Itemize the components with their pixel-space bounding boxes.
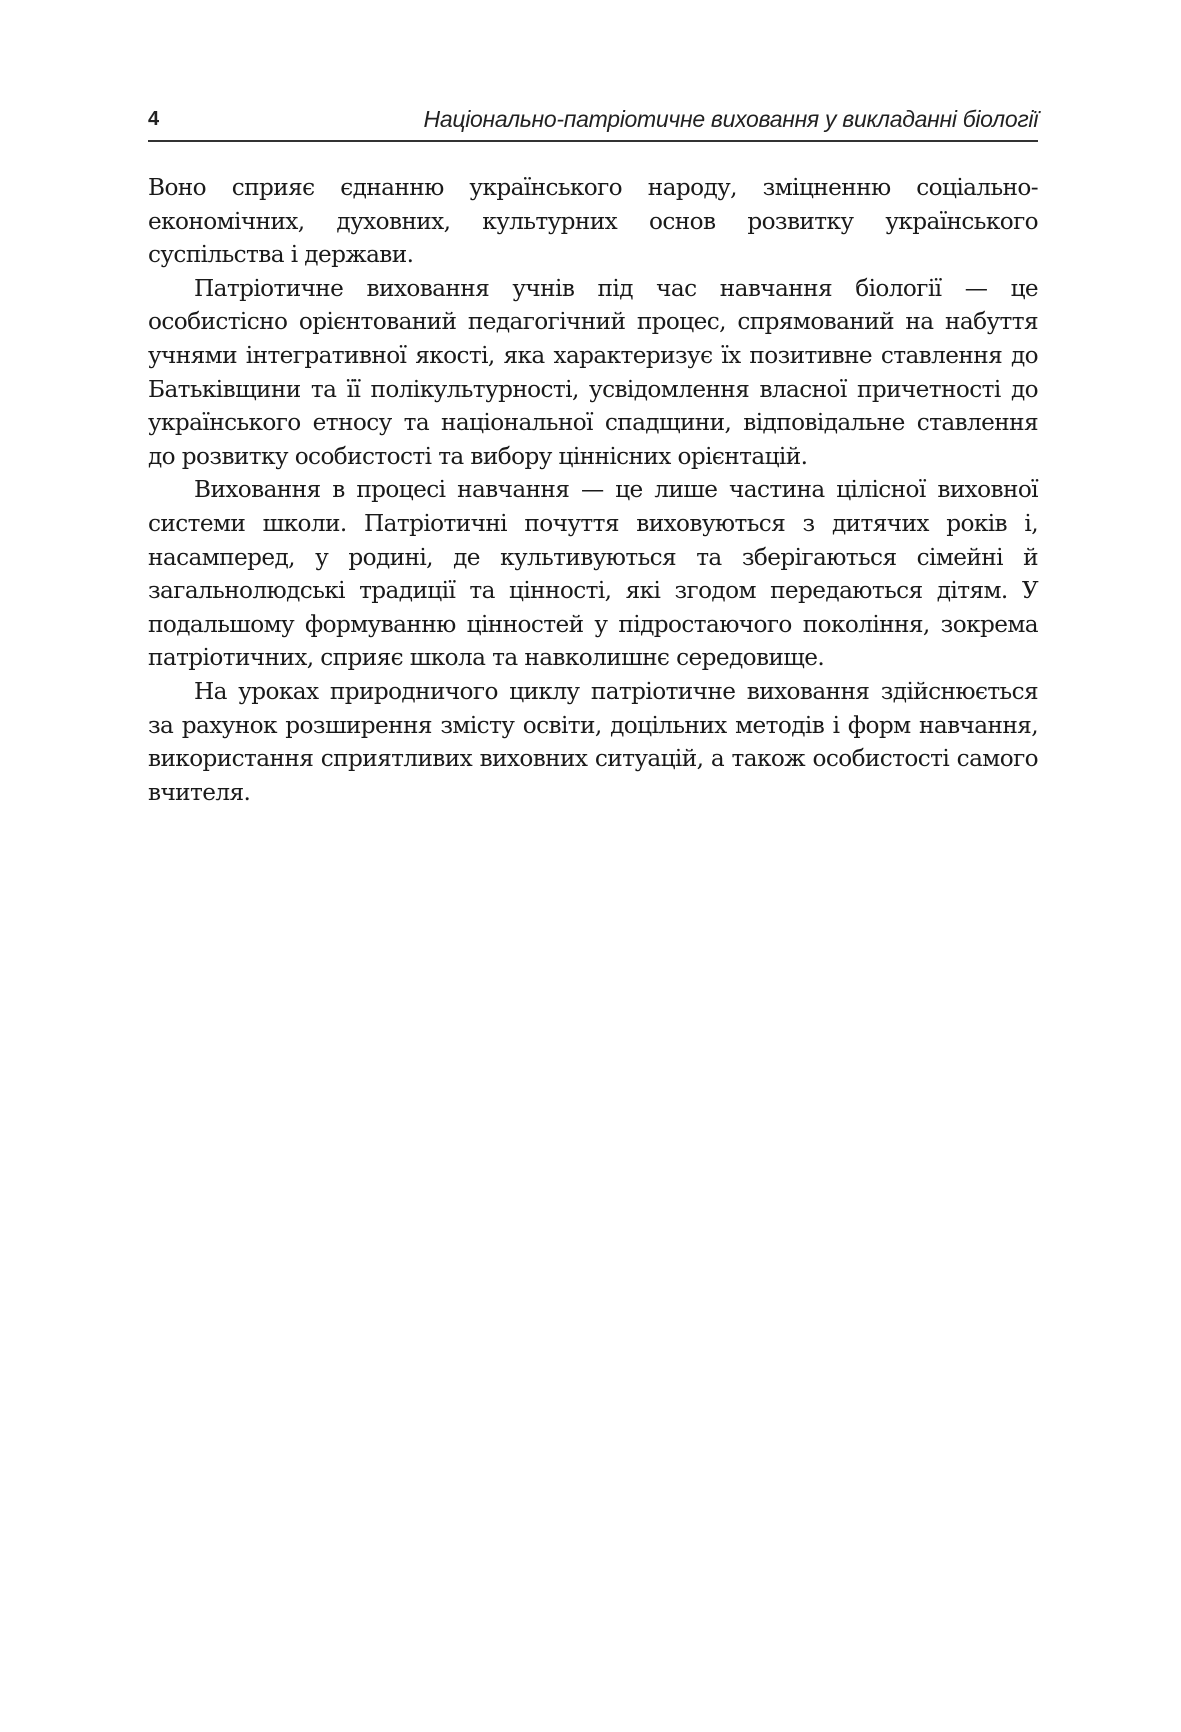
running-header — [148, 104, 1038, 142]
paragraph-4: На уроках природничого циклу патріотичне виховання здійснюється за рахунок розширення змісту освіти, доцільних методів і форм навчання, використання сприятливих виховних ситуацій, а також особистості самого вчителя. — [148, 677, 1038, 806]
paragraph-2: Патріотичне виховання учнів під час навчання біології — це особистісно орієнтований педагогічний процес, спрямований на набуття учнями інтегративної якості, яка характеризує їх позитивне ставлення до Батьківщини та її полікультурності, усвідомлення власної причетності до українського етносу та національної спадщини, відповідальне ставлення до розвитку особистості та вибору ціннісних орієнтацій. — [148, 274, 1038, 470]
running-title: Національно-патріотичне виховання у викладанні біології — [423, 106, 1038, 132]
page-number: 4 — [148, 108, 160, 130]
paragraph-3: Виховання в процесі навчання — це лише частина цілісної виховної системи школи. Патріотичні почуття виховуються з дитячих років і, насамперед, у родині, де культивуються та зберігаються сімейні й загальнолюдські традиції та цінності, які згодом передаються дітям. У подальшому формуванню цінностей у підростаючого покоління, зокрема патріотичних, сприяє школа та навколишнє середовище. — [148, 476, 1038, 672]
paragraph-1: Воно сприяє єднанню українського народу, зміцненню соціально-економічних, духовних, культурних основ розвитку українського суспільства і держави. — [148, 174, 1038, 269]
body-text — [148, 171, 1038, 809]
